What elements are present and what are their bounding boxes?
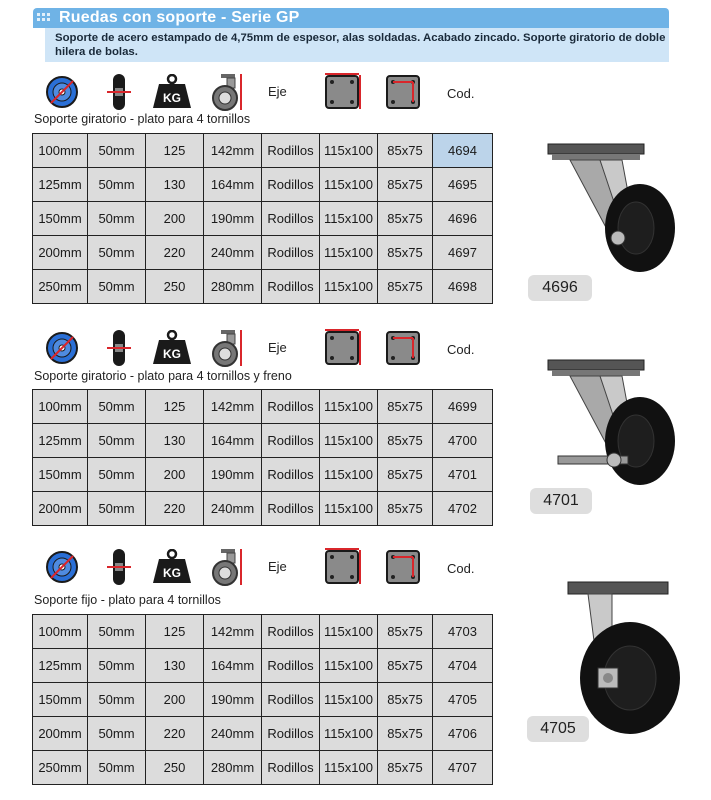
bearing-type-cell: Rodillos xyxy=(262,751,320,785)
total-height-cell: 142mm xyxy=(204,134,262,168)
section-subtitle: Soporte fijo - plato para 4 tornillos xyxy=(34,593,221,607)
svg-text:KG: KG xyxy=(163,566,181,580)
plate-size-cell: 115x100 xyxy=(320,236,378,270)
table-row xyxy=(33,202,493,236)
wheel-width-icon xyxy=(97,70,141,114)
caster-photo-brake xyxy=(540,356,680,496)
bearing-type-cell: Rodillos xyxy=(262,202,320,236)
grip-icon xyxy=(37,13,51,23)
wheel-width-icon xyxy=(97,326,141,370)
total-height-cell: 280mm xyxy=(204,270,262,304)
total-height-cell: 164mm xyxy=(204,649,262,683)
bolt-spacing-cell: 85x75 xyxy=(378,202,433,236)
bearing-type-cell: Rodillos xyxy=(262,168,320,202)
table-row xyxy=(33,134,493,168)
table-row xyxy=(33,424,493,458)
bolt-spacing-cell: 85x75 xyxy=(378,458,433,492)
wheel-diameter-cell: 250mm xyxy=(33,270,88,304)
wheel-diameter-cell: 200mm xyxy=(33,717,88,751)
bolt-spacing-icon xyxy=(381,326,425,370)
load-capacity-cell: 125 xyxy=(146,134,204,168)
wheel-diameter-cell: 150mm xyxy=(33,683,88,717)
bolt-spacing-cell: 85x75 xyxy=(378,134,433,168)
bearing-type-cell: Rodillos xyxy=(262,270,320,304)
total-height-icon xyxy=(205,545,249,589)
bearing-type-cell: Rodillos xyxy=(262,683,320,717)
table-row xyxy=(33,236,493,270)
tread-width-cell: 50mm xyxy=(88,202,146,236)
tread-width-cell: 50mm xyxy=(88,458,146,492)
load-capacity-cell: 125 xyxy=(146,615,204,649)
axle-label: Eje xyxy=(268,340,287,355)
plate-size-icon xyxy=(320,545,364,589)
product-code-cell: 4694 xyxy=(433,134,493,168)
product-code-cell: 4698 xyxy=(433,270,493,304)
total-height-cell: 190mm xyxy=(204,683,262,717)
plate-size-cell: 115x100 xyxy=(320,202,378,236)
load-capacity-cell: 130 xyxy=(146,168,204,202)
bolt-spacing-cell: 85x75 xyxy=(378,615,433,649)
table-row xyxy=(33,492,493,526)
tread-width-cell: 50mm xyxy=(88,270,146,304)
wheel-diameter-icon xyxy=(40,545,84,589)
load-capacity-cell: 220 xyxy=(146,236,204,270)
bearing-type-cell: Rodillos xyxy=(262,615,320,649)
product-code-cell: 4699 xyxy=(433,390,493,424)
total-height-icon xyxy=(205,70,249,114)
plate-size-cell: 115x100 xyxy=(320,717,378,751)
bolt-spacing-cell: 85x75 xyxy=(378,649,433,683)
total-height-cell: 240mm xyxy=(204,492,262,526)
svg-text:KG: KG xyxy=(163,91,181,105)
plate-size-cell: 115x100 xyxy=(320,134,378,168)
spec-table xyxy=(32,614,493,785)
table-row xyxy=(33,683,493,717)
table-row xyxy=(33,751,493,785)
wheel-diameter-cell: 100mm xyxy=(33,134,88,168)
plate-size-cell: 115x100 xyxy=(320,649,378,683)
tread-width-cell: 50mm xyxy=(88,236,146,270)
spec-table xyxy=(32,389,493,526)
bearing-type-cell: Rodillos xyxy=(262,458,320,492)
axle-label: Eje xyxy=(268,84,287,99)
product-code-cell: 4704 xyxy=(433,649,493,683)
icon-row xyxy=(0,326,500,370)
wheel-width-icon xyxy=(97,545,141,589)
load-capacity-cell: 220 xyxy=(146,717,204,751)
bearing-type-cell: Rodillos xyxy=(262,424,320,458)
total-height-cell: 164mm xyxy=(204,168,262,202)
bearing-type-cell: Rodillos xyxy=(262,236,320,270)
load-capacity-cell: 200 xyxy=(146,202,204,236)
tread-width-cell: 50mm xyxy=(88,751,146,785)
total-height-cell: 190mm xyxy=(204,202,262,236)
load-capacity-cell: 125 xyxy=(146,390,204,424)
photo-label: 4701 xyxy=(530,488,592,514)
tread-width-cell: 50mm xyxy=(88,424,146,458)
spec-table xyxy=(32,133,493,304)
plate-size-cell: 115x100 xyxy=(320,390,378,424)
tread-width-cell: 50mm xyxy=(88,615,146,649)
tread-width-cell: 50mm xyxy=(88,683,146,717)
bolt-spacing-cell: 85x75 xyxy=(378,270,433,304)
plate-size-cell: 115x100 xyxy=(320,751,378,785)
bearing-type-cell: Rodillos xyxy=(262,390,320,424)
load-capacity-icon xyxy=(150,326,194,370)
icon-row xyxy=(0,545,500,589)
total-height-cell: 142mm xyxy=(204,390,262,424)
bearing-type-cell: Rodillos xyxy=(262,492,320,526)
load-capacity-cell: 200 xyxy=(146,683,204,717)
tread-width-cell: 50mm xyxy=(88,649,146,683)
wheel-diameter-cell: 100mm xyxy=(33,390,88,424)
bolt-spacing-cell: 85x75 xyxy=(378,751,433,785)
caster-photo-swivel xyxy=(540,140,680,280)
product-code-cell: 4706 xyxy=(433,717,493,751)
plate-size-cell: 115x100 xyxy=(320,168,378,202)
header-bar xyxy=(33,8,669,28)
product-code-cell: 4695 xyxy=(433,168,493,202)
wheel-diameter-cell: 200mm xyxy=(33,492,88,526)
table-row xyxy=(33,458,493,492)
plate-size-cell: 115x100 xyxy=(320,615,378,649)
bolt-spacing-icon xyxy=(381,70,425,114)
product-code-cell: 4700 xyxy=(433,424,493,458)
wheel-diameter-icon xyxy=(40,70,84,114)
load-capacity-cell: 250 xyxy=(146,751,204,785)
tread-width-cell: 50mm xyxy=(88,134,146,168)
wheel-diameter-icon xyxy=(40,326,84,370)
tread-width-cell: 50mm xyxy=(88,390,146,424)
wheel-diameter-cell: 125mm xyxy=(33,168,88,202)
total-height-cell: 240mm xyxy=(204,236,262,270)
load-capacity-cell: 200 xyxy=(146,458,204,492)
bolt-spacing-cell: 85x75 xyxy=(378,717,433,751)
bolt-spacing-cell: 85x75 xyxy=(378,168,433,202)
wheel-diameter-cell: 250mm xyxy=(33,751,88,785)
wheel-diameter-cell: 125mm xyxy=(33,649,88,683)
bolt-spacing-cell: 85x75 xyxy=(378,424,433,458)
icon-row xyxy=(0,70,500,114)
load-capacity-cell: 220 xyxy=(146,492,204,526)
product-code-cell: 4705 xyxy=(433,683,493,717)
wheel-diameter-cell: 150mm xyxy=(33,458,88,492)
bolt-spacing-icon xyxy=(381,545,425,589)
code-label: Cod. xyxy=(447,86,475,101)
section-subtitle: Soporte giratorio - plato para 4 tornillos y freno xyxy=(34,369,292,383)
bolt-spacing-cell: 85x75 xyxy=(378,390,433,424)
load-capacity-icon xyxy=(150,70,194,114)
plate-size-cell: 115x100 xyxy=(320,492,378,526)
plate-size-icon xyxy=(320,326,364,370)
load-capacity-icon xyxy=(150,545,194,589)
tread-width-cell: 50mm xyxy=(88,492,146,526)
total-height-cell: 190mm xyxy=(204,458,262,492)
photo-label: 4705 xyxy=(527,716,589,742)
photo-label: 4696 xyxy=(528,275,592,301)
bearing-type-cell: Rodillos xyxy=(262,134,320,168)
wheel-diameter-cell: 100mm xyxy=(33,615,88,649)
wheel-diameter-cell: 200mm xyxy=(33,236,88,270)
total-height-cell: 142mm xyxy=(204,615,262,649)
load-capacity-cell: 130 xyxy=(146,649,204,683)
bolt-spacing-cell: 85x75 xyxy=(378,492,433,526)
axle-label: Eje xyxy=(268,559,287,574)
svg-text:KG: KG xyxy=(163,347,181,361)
wheel-diameter-cell: 125mm xyxy=(33,424,88,458)
bearing-type-cell: Rodillos xyxy=(262,717,320,751)
section-subtitle: Soporte giratorio - plato para 4 tornillos xyxy=(34,112,251,126)
wheel-diameter-cell: 150mm xyxy=(33,202,88,236)
code-label: Cod. xyxy=(447,561,475,576)
bearing-type-cell: Rodillos xyxy=(262,649,320,683)
page-title: Ruedas con soporte - Serie GP xyxy=(59,9,300,26)
total-height-cell: 240mm xyxy=(204,717,262,751)
code-label: Cod. xyxy=(447,342,475,357)
plate-size-cell: 115x100 xyxy=(320,424,378,458)
product-code-cell: 4697 xyxy=(433,236,493,270)
total-height-icon xyxy=(205,326,249,370)
total-height-cell: 280mm xyxy=(204,751,262,785)
product-code-cell: 4703 xyxy=(433,615,493,649)
table-row xyxy=(33,649,493,683)
product-code-cell: 4702 xyxy=(433,492,493,526)
table-row xyxy=(33,615,493,649)
total-height-cell: 164mm xyxy=(204,424,262,458)
header-description: Soporte de acero estampado de 4,75mm de espesor, alas soldadas. Acabado zincado. Soporte giratorio de doble hilera de bolas. xyxy=(45,28,669,62)
tread-width-cell: 50mm xyxy=(88,717,146,751)
table-row xyxy=(33,717,493,751)
bolt-spacing-cell: 85x75 xyxy=(378,236,433,270)
load-capacity-cell: 250 xyxy=(146,270,204,304)
table-row xyxy=(33,390,493,424)
product-code-cell: 4701 xyxy=(433,458,493,492)
plate-size-cell: 115x100 xyxy=(320,458,378,492)
table-row xyxy=(33,270,493,304)
load-capacity-cell: 130 xyxy=(146,424,204,458)
plate-size-icon xyxy=(320,70,364,114)
plate-size-cell: 115x100 xyxy=(320,683,378,717)
product-code-cell: 4707 xyxy=(433,751,493,785)
tread-width-cell: 50mm xyxy=(88,168,146,202)
table-row xyxy=(33,168,493,202)
bolt-spacing-cell: 85x75 xyxy=(378,683,433,717)
product-code-cell: 4696 xyxy=(433,202,493,236)
plate-size-cell: 115x100 xyxy=(320,270,378,304)
